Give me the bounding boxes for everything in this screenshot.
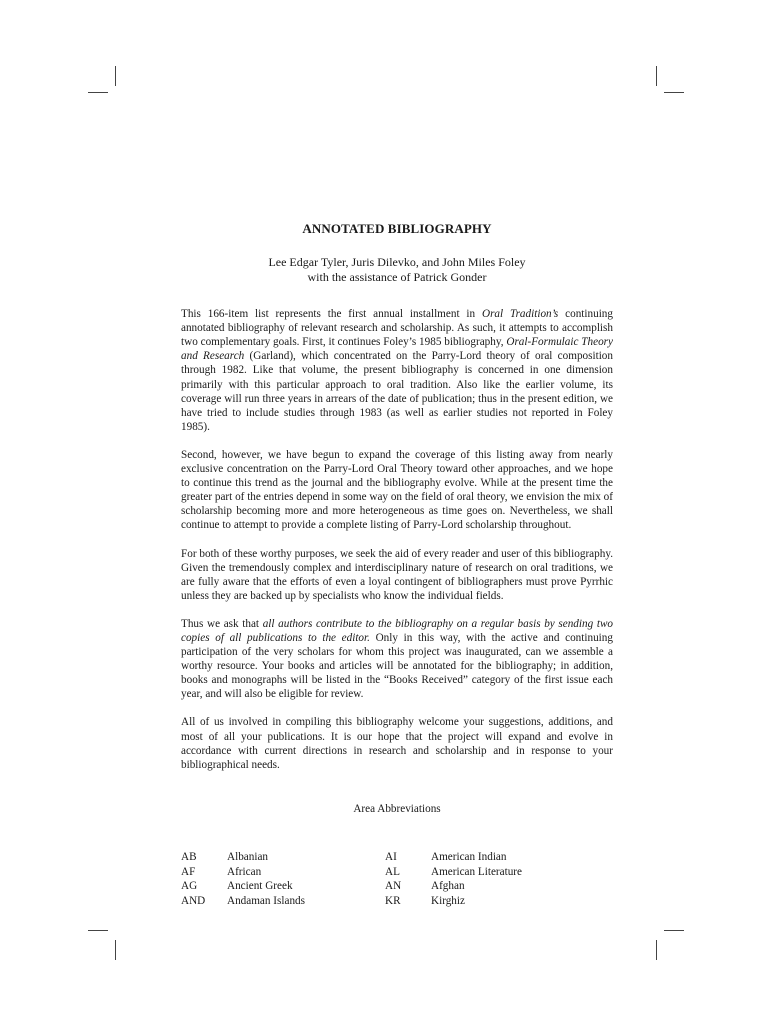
abbreviation-row [385, 850, 522, 865]
text-run: continuing annotated bibliography of relevant research and scholarship. As such, it attempts to accomplish two complementary goals. First, it continues Foley’s 1985 bibliography, [181, 308, 613, 349]
abbreviation-name: Albanian [227, 850, 269, 863]
abbreviation-row [385, 865, 522, 880]
text-run: (Garland), which concentrated on the Parry-Lord theory of oral composition through 1982. Like that volume, the present bibliography is concerned in one dimension primarily with this particular approach to oral tradition. Also like the earlier volume, its coverage will run three years in arrears of the date of publication; thus in the present edition, we have tried to include studies through 1983 (as well as earlier studies not reported in Foley 1985). [181, 350, 613, 433]
abbreviation-name: Andaman Islands [227, 894, 305, 907]
abbreviation-code: AB [181, 850, 197, 863]
abbreviations-right-column [385, 850, 522, 908]
abbreviation-code: AI [385, 850, 397, 863]
page-content [181, 222, 613, 910]
abbreviation-row [385, 879, 522, 894]
abbreviation-name: Afghan [431, 880, 465, 893]
abbreviations-table [181, 850, 613, 910]
assistance-line: with the assistance of Patrick Gonder [307, 270, 487, 285]
emphasis-text: all authors contribute to the bibliography on a regular basis by sending two copies of all publications to the editor. [181, 617, 613, 644]
text-run: Only in this way, with the active and continuing participation of the very scholars for whom this project was inaugurated, can we assemble a worthy resource. Your books and articles will be annotated for the bibliography; in addition, books and monographs will be listed in the “Books Received” category of the first issue each year, and will also be eligible for review. [181, 631, 613, 701]
page-title: ANNOTATED BIBLIOGRAPHY [302, 221, 492, 236]
abbreviation-name: Kirghiz [431, 894, 465, 907]
journal-title: Oral Tradition’s [481, 308, 559, 321]
crop-mark-bottom-right-vertical [656, 940, 657, 960]
book-title: Oral-Formulaic Theory and Research [181, 336, 613, 363]
crop-mark-top-right-vertical [656, 66, 657, 86]
abbreviation-row [181, 894, 305, 909]
abbreviation-code: AND [181, 894, 206, 907]
abbreviation-name: American Indian [431, 850, 507, 863]
abbreviation-code: AL [385, 865, 400, 878]
paragraph-scope: Second, however, we have begun to expand the coverage of this listing away from nearly exclusive concentration on the Parry-Lord Oral Theory toward other approaches, and we hope to continue this trend as the journal and the bibliography evolve. While at the present time the greater part of the entries depend in some way on the field of oral theory, we envision the mix of scholarship becoming more and more heterogeneous as time goes on. Nevertheless, we shall continue to attempt to provide a complete listing of Parry-Lord scholarship throughout. [181, 448, 613, 532]
crop-mark-top-left-horizontal [88, 92, 108, 93]
author-line: Lee Edgar Tyler, Juris Dilevko, and John Miles Foley [268, 255, 526, 270]
paragraph-request: For both of these worthy purposes, we seek the aid of every reader and user of this bibliography. Given the tremendously complex and interdisciplinary nature of research on oral traditions, we are fully aware that the efforts of even a loyal contingent of bibliographers must prove Pyrrhic unless they are backed up by specialists who know the individual fields. [181, 547, 613, 602]
abbreviation-name: American Literature [431, 865, 523, 878]
paragraph-contribute [181, 617, 613, 702]
abbreviation-row [181, 850, 305, 865]
abbreviation-code: KR [385, 894, 401, 907]
area-abbreviations-heading: Area Abbreviations [353, 802, 441, 815]
abbreviation-code: AG [181, 880, 198, 893]
abbreviation-name: Ancient Greek [227, 880, 293, 893]
text-run: Thus we ask that [181, 617, 263, 630]
paragraph-closing: All of us involved in compiling this bibliography welcome your suggestions, additions, and most of all your publications. It is our hope that the project will expand and evolve in accordance with current directions in research and scholarship and in response to your bibliographical needs. [181, 716, 613, 771]
abbreviation-name: African [227, 865, 262, 878]
text-run: This 166-item list represents the first annual installment in [181, 308, 482, 321]
abbreviation-code: AF [181, 865, 196, 878]
abbreviation-row [385, 894, 522, 909]
authors-block [181, 255, 613, 285]
abbreviations-left-column [181, 850, 305, 908]
abbreviation-row [181, 865, 305, 880]
paragraph-intro [181, 307, 613, 434]
crop-mark-bottom-left-vertical [115, 940, 116, 960]
abbreviation-row [181, 879, 305, 894]
abbreviation-code: AN [385, 880, 402, 893]
crop-mark-bottom-right-horizontal [664, 930, 684, 931]
crop-mark-top-right-horizontal [664, 92, 684, 93]
crop-mark-top-left-vertical [115, 66, 116, 86]
crop-mark-bottom-left-horizontal [88, 930, 108, 931]
